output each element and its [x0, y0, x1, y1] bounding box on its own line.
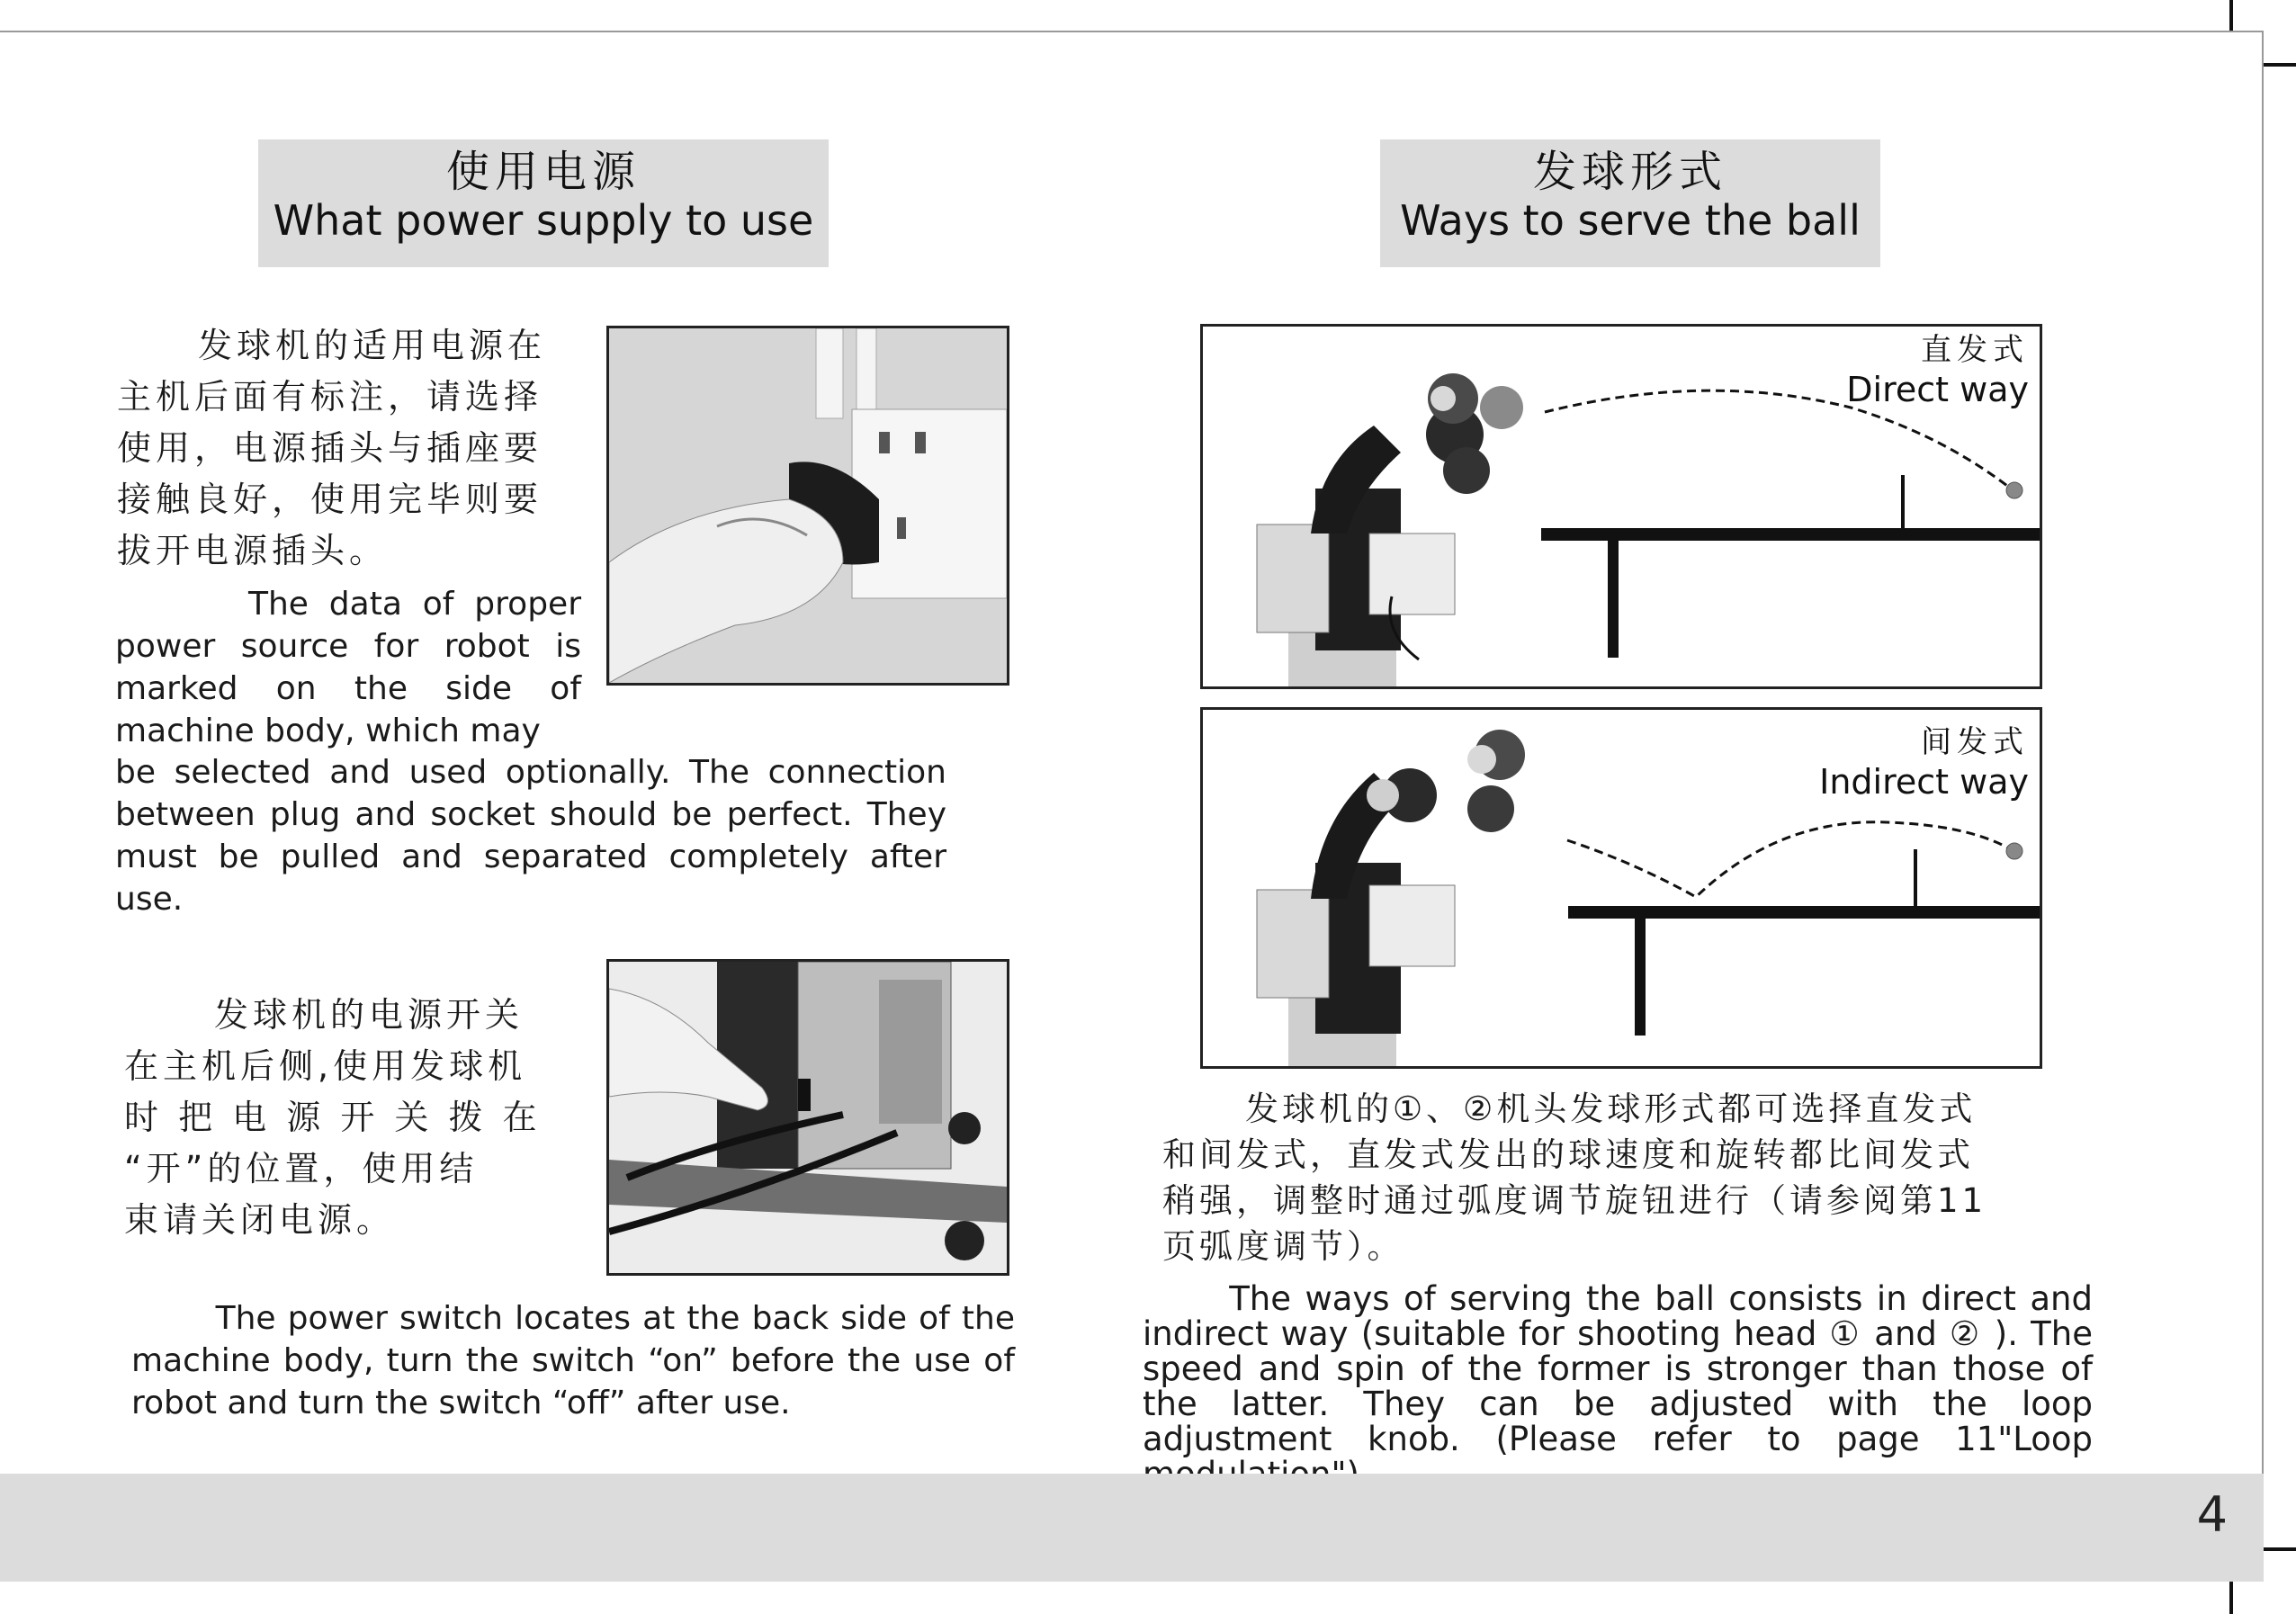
- crop-mark-bottom-right-v: [2229, 1582, 2233, 1614]
- crop-mark-top-right-v: [2229, 0, 2233, 31]
- direct-label-cn: 直发式: [1921, 332, 2029, 368]
- crop-mark-bottom-right-h: [2264, 1547, 2296, 1551]
- indirect-label-cn: 间发式: [1921, 724, 2029, 760]
- direct-way-diagram: [1200, 324, 2042, 689]
- plug-socket-photo: [606, 326, 1009, 686]
- crop-mark-right-edge: [2262, 31, 2264, 1582]
- serve-title-en: Ways to serve the ball: [1400, 196, 1861, 245]
- text-line: 主机后面有标注，请选择: [117, 377, 543, 417]
- power-para2-cn: [124, 990, 556, 1246]
- plug-socket-illustration: [609, 328, 1007, 683]
- page-footer-band: [0, 1474, 2264, 1582]
- power-para2-en: The power switch locates at the back side of the machine body, turn the switch “on” before the use of robot and turn the switch “off” after use.: [131, 1300, 1015, 1421]
- power-switch-photo: [606, 959, 1009, 1276]
- indirect-label-en: Indirect way: [1819, 762, 2029, 802]
- crop-mark-top-right-h: [2264, 63, 2296, 67]
- power-switch-illustration: [609, 962, 1007, 1273]
- power-section-title: [258, 139, 829, 267]
- text-line: 发球机的适用电源在: [198, 326, 547, 365]
- power-title-cn: 使用电源: [445, 147, 641, 197]
- text-line: 拔开电源插头。: [117, 531, 389, 570]
- text-line: 发球机的①、②机头发球形式都可选择直发式: [1245, 1089, 1977, 1128]
- serve-title-cn: 发球形式: [1532, 147, 1727, 197]
- serve-para-en: The ways of serving the ball consists in direct and indirect way (suitable for shooting head ① and ② ). The speed and spin of the former is stronger than those of the latter. They can be adjusted with the loop adjustment knob. (Please refer to page 11"Loop: [1143, 1279, 2093, 1458]
- text-line: 使用，电源插头与插座要: [117, 428, 543, 468]
- text-line: 稍强，调整时通过弧度调节旋钮进行（请参阅第11: [1162, 1181, 1987, 1220]
- serve-section-title: [1380, 139, 1880, 267]
- text-line: 时 把 电 源 开 关 拨 在: [124, 1098, 542, 1137]
- power-para1-cn: [117, 320, 576, 577]
- text-line: 在主机后侧,使用发球机: [124, 1046, 527, 1086]
- serve-para-cn: [1162, 1086, 2062, 1269]
- crop-mark-top: [0, 31, 2264, 32]
- text-line: 发球机的电源开关: [214, 995, 525, 1035]
- direct-way-label: [1846, 330, 2029, 409]
- text-line: “开”的位置，使用结: [124, 1149, 479, 1188]
- page-number: 4: [2196, 1486, 2228, 1543]
- power-para1-en-narrow: The data of proper power source for robot is marked on the side of machine body, which may: [115, 586, 581, 749]
- indirect-way-diagram: [1200, 707, 2042, 1069]
- text-line: 束请关闭电源。: [124, 1200, 396, 1240]
- text-line: 和间发式，直发式发出的球速度和旋转都比间发式: [1162, 1135, 1974, 1174]
- text-line: 接触良好，使用完毕则要: [117, 480, 543, 519]
- indirect-way-label: [1819, 722, 2029, 802]
- power-title-en: What power supply to use: [273, 196, 814, 245]
- text-line: 页弧度调节）。: [1162, 1227, 1404, 1266]
- direct-label-en: Direct way: [1846, 370, 2029, 409]
- power-para1-en-wide: be selected and used optionally. The connection between plug and socket should be perfect. They must be pulled and separated completely after use.: [115, 754, 946, 918]
